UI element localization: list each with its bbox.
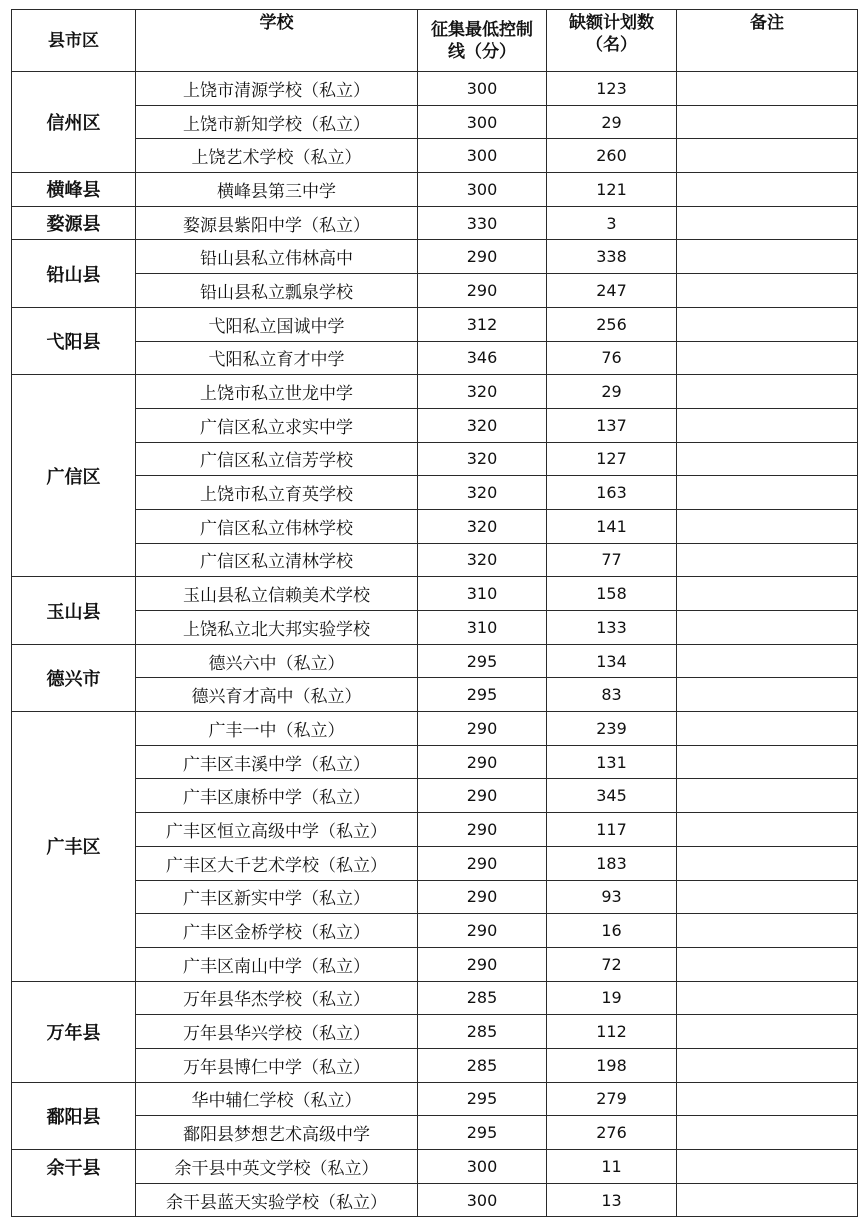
- table-row: [12, 1048, 858, 1082]
- school-name-cell: 广丰区南山中学（私立）: [136, 947, 418, 981]
- table-row: [12, 408, 858, 442]
- min-score-cell: 346: [418, 341, 547, 375]
- min-score-cell: 320: [418, 408, 547, 442]
- school-name-cell: 广信区私立清林学校: [136, 543, 418, 577]
- district-cell: 德兴市: [12, 644, 136, 711]
- min-score-cell: 320: [418, 442, 547, 476]
- school-name-cell: 横峰县第三中学: [136, 173, 418, 207]
- school-name-cell: 广丰一中（私立）: [136, 712, 418, 746]
- table-row: [12, 240, 858, 274]
- min-score-cell: 285: [418, 981, 547, 1015]
- plan-count-cell: 29: [547, 375, 677, 409]
- min-score-cell: 310: [418, 577, 547, 611]
- remark-cell: [677, 779, 858, 813]
- table-row: [12, 341, 858, 375]
- plan-count-cell: 183: [547, 846, 677, 880]
- min-score-cell: 295: [418, 1116, 547, 1150]
- min-score-cell: 312: [418, 307, 547, 341]
- header-min-score: 征集最低控制线（分）: [418, 10, 547, 72]
- min-score-cell: 290: [418, 880, 547, 914]
- min-score-cell: 320: [418, 509, 547, 543]
- table-row: [12, 577, 858, 611]
- plan-count-cell: 123: [547, 72, 677, 106]
- plan-count-cell: 83: [547, 678, 677, 712]
- plan-count-cell: 29: [547, 105, 677, 139]
- min-score-cell: 290: [418, 947, 547, 981]
- remark-cell: [677, 644, 858, 678]
- remark-cell: [677, 476, 858, 510]
- min-score-cell: 300: [418, 173, 547, 207]
- table-row: [12, 745, 858, 779]
- table-row: [12, 72, 858, 106]
- remark-cell: [677, 274, 858, 308]
- remark-cell: [677, 880, 858, 914]
- min-score-cell: 320: [418, 476, 547, 510]
- table-row: [12, 1150, 858, 1184]
- remark-cell: [677, 914, 858, 948]
- table-row: [12, 846, 858, 880]
- remark-cell: [677, 981, 858, 1015]
- remark-cell: [677, 1150, 858, 1184]
- min-score-cell: 290: [418, 813, 547, 847]
- min-score-cell: 300: [418, 139, 547, 173]
- school-name-cell: 上饶市私立育英学校: [136, 476, 418, 510]
- school-name-cell: 上饶艺术学校（私立）: [136, 139, 418, 173]
- plan-count-cell: 19: [547, 981, 677, 1015]
- header-district: 县市区: [12, 10, 136, 72]
- remark-cell: [677, 240, 858, 274]
- school-name-cell: 铅山县私立瓢泉学校: [136, 274, 418, 308]
- remark-cell: [677, 509, 858, 543]
- min-score-cell: 290: [418, 779, 547, 813]
- remark-cell: [677, 139, 858, 173]
- district-cell: 余干县: [12, 1150, 136, 1217]
- table-row: [12, 173, 858, 207]
- table-row: [12, 678, 858, 712]
- plan-count-cell: 13: [547, 1183, 677, 1217]
- school-name-cell: 上饶市清源学校（私立）: [136, 72, 418, 106]
- district-cell: 广丰区: [12, 712, 136, 982]
- district-cell: 玉山县: [12, 577, 136, 644]
- remark-cell: [677, 745, 858, 779]
- min-score-cell: 295: [418, 1082, 547, 1116]
- table-row: [12, 1183, 858, 1217]
- remark-cell: [677, 105, 858, 139]
- min-score-cell: 330: [418, 206, 547, 240]
- remark-cell: [677, 1116, 858, 1150]
- remark-cell: [677, 408, 858, 442]
- remark-cell: [677, 1183, 858, 1217]
- plan-count-cell: 163: [547, 476, 677, 510]
- table-row: [12, 105, 858, 139]
- plan-count-cell: 198: [547, 1048, 677, 1082]
- header-school: 学校: [136, 10, 418, 72]
- table-row: [12, 375, 858, 409]
- school-name-cell: 德兴六中（私立）: [136, 644, 418, 678]
- plan-count-cell: 276: [547, 1116, 677, 1150]
- school-name-cell: 铅山县私立伟林高中: [136, 240, 418, 274]
- table-row: [12, 543, 858, 577]
- plan-count-cell: 112: [547, 1015, 677, 1049]
- table-row: [12, 813, 858, 847]
- plan-count-cell: 256: [547, 307, 677, 341]
- table-row: [12, 779, 858, 813]
- plan-count-cell: 134: [547, 644, 677, 678]
- min-score-cell: 290: [418, 745, 547, 779]
- district-cell: 弋阳县: [12, 307, 136, 374]
- school-name-cell: 德兴育才高中（私立）: [136, 678, 418, 712]
- plan-count-cell: 93: [547, 880, 677, 914]
- plan-count-cell: 137: [547, 408, 677, 442]
- plan-count-cell: 127: [547, 442, 677, 476]
- remark-cell: [677, 1015, 858, 1049]
- min-score-cell: 285: [418, 1015, 547, 1049]
- plan-count-cell: 338: [547, 240, 677, 274]
- plan-count-cell: 117: [547, 813, 677, 847]
- remark-cell: [677, 206, 858, 240]
- district-cell: 横峰县: [12, 173, 136, 207]
- min-score-cell: 300: [418, 1183, 547, 1217]
- table-row: [12, 139, 858, 173]
- min-score-cell: 300: [418, 1150, 547, 1184]
- table-row: [12, 1116, 858, 1150]
- min-score-cell: 320: [418, 543, 547, 577]
- school-name-cell: 广丰区大千艺术学校（私立）: [136, 846, 418, 880]
- table-row: [12, 476, 858, 510]
- school-name-cell: 上饶市新知学校（私立）: [136, 105, 418, 139]
- school-name-cell: 鄱阳县梦想艺术高级中学: [136, 1116, 418, 1150]
- school-name-cell: 上饶私立北大邦实验学校: [136, 611, 418, 645]
- remark-cell: [677, 442, 858, 476]
- remark-cell: [677, 577, 858, 611]
- remark-cell: [677, 72, 858, 106]
- plan-count-cell: 131: [547, 745, 677, 779]
- school-name-cell: 上饶市私立世龙中学: [136, 375, 418, 409]
- plan-count-cell: 279: [547, 1082, 677, 1116]
- min-score-cell: 290: [418, 274, 547, 308]
- remark-cell: [677, 307, 858, 341]
- admission-table: [11, 9, 858, 1217]
- min-score-cell: 295: [418, 678, 547, 712]
- remark-cell: [677, 173, 858, 207]
- plan-count-cell: 16: [547, 914, 677, 948]
- plan-count-cell: 260: [547, 139, 677, 173]
- school-name-cell: 广信区私立求实中学: [136, 408, 418, 442]
- plan-count-cell: 3: [547, 206, 677, 240]
- plan-count-cell: 239: [547, 712, 677, 746]
- remark-cell: [677, 543, 858, 577]
- plan-count-cell: 11: [547, 1150, 677, 1184]
- school-name-cell: 广丰区金桥学校（私立）: [136, 914, 418, 948]
- table-row: [12, 880, 858, 914]
- min-score-cell: 295: [418, 644, 547, 678]
- table-row: [12, 274, 858, 308]
- plan-count-cell: 77: [547, 543, 677, 577]
- district-cell: 婺源县: [12, 206, 136, 240]
- school-name-cell: 广信区私立信芳学校: [136, 442, 418, 476]
- min-score-cell: 290: [418, 240, 547, 274]
- remark-cell: [677, 375, 858, 409]
- remark-cell: [677, 712, 858, 746]
- school-name-cell: 余干县蓝天实验学校（私立）: [136, 1183, 418, 1217]
- table-row: [12, 307, 858, 341]
- min-score-cell: 290: [418, 846, 547, 880]
- school-name-cell: 华中辅仁学校（私立）: [136, 1082, 418, 1116]
- remark-cell: [677, 947, 858, 981]
- school-name-cell: 玉山县私立信赖美术学校: [136, 577, 418, 611]
- district-cell: 铅山县: [12, 240, 136, 307]
- min-score-cell: 300: [418, 105, 547, 139]
- table-row: [12, 442, 858, 476]
- min-score-cell: 320: [418, 375, 547, 409]
- school-name-cell: 广丰区丰溪中学（私立）: [136, 745, 418, 779]
- remark-cell: [677, 1082, 858, 1116]
- school-name-cell: 广丰区康桥中学（私立）: [136, 779, 418, 813]
- school-name-cell: 广丰区恒立高级中学（私立）: [136, 813, 418, 847]
- header-row: [12, 10, 858, 72]
- plan-count-cell: 141: [547, 509, 677, 543]
- district-cell: 广信区: [12, 375, 136, 577]
- table-row: [12, 611, 858, 645]
- min-score-cell: 290: [418, 914, 547, 948]
- header-plan: 缺额计划数（名）: [547, 10, 677, 72]
- remark-cell: [677, 846, 858, 880]
- remark-cell: [677, 813, 858, 847]
- district-cell: 鄱阳县: [12, 1082, 136, 1149]
- plan-count-cell: 72: [547, 947, 677, 981]
- table-row: [12, 1082, 858, 1116]
- school-name-cell: 万年县博仁中学（私立）: [136, 1048, 418, 1082]
- school-name-cell: 万年县华兴学校（私立）: [136, 1015, 418, 1049]
- remark-cell: [677, 678, 858, 712]
- school-name-cell: 余干县中英文学校（私立）: [136, 1150, 418, 1184]
- plan-count-cell: 121: [547, 173, 677, 207]
- table-row: [12, 206, 858, 240]
- district-cell: 信州区: [12, 72, 136, 173]
- school-name-cell: 婺源县紫阳中学（私立）: [136, 206, 418, 240]
- district-cell: 万年县: [12, 981, 136, 1082]
- table-row: [12, 712, 858, 746]
- remark-cell: [677, 341, 858, 375]
- school-name-cell: 万年县华杰学校（私立）: [136, 981, 418, 1015]
- school-name-cell: 弋阳私立国诚中学: [136, 307, 418, 341]
- plan-count-cell: 158: [547, 577, 677, 611]
- min-score-cell: 290: [418, 712, 547, 746]
- table-row: [12, 947, 858, 981]
- table-row: [12, 644, 858, 678]
- table-row: [12, 1015, 858, 1049]
- remark-cell: [677, 611, 858, 645]
- school-name-cell: 广丰区新实中学（私立）: [136, 880, 418, 914]
- plan-count-cell: 133: [547, 611, 677, 645]
- plan-count-cell: 76: [547, 341, 677, 375]
- school-name-cell: 广信区私立伟林学校: [136, 509, 418, 543]
- header-remark: 备注: [677, 10, 858, 72]
- school-name-cell: 弋阳私立育才中学: [136, 341, 418, 375]
- plan-count-cell: 345: [547, 779, 677, 813]
- min-score-cell: 310: [418, 611, 547, 645]
- table-row: [12, 981, 858, 1015]
- table-row: [12, 914, 858, 948]
- table-row: [12, 509, 858, 543]
- plan-count-cell: 247: [547, 274, 677, 308]
- remark-cell: [677, 1048, 858, 1082]
- min-score-cell: 300: [418, 72, 547, 106]
- min-score-cell: 285: [418, 1048, 547, 1082]
